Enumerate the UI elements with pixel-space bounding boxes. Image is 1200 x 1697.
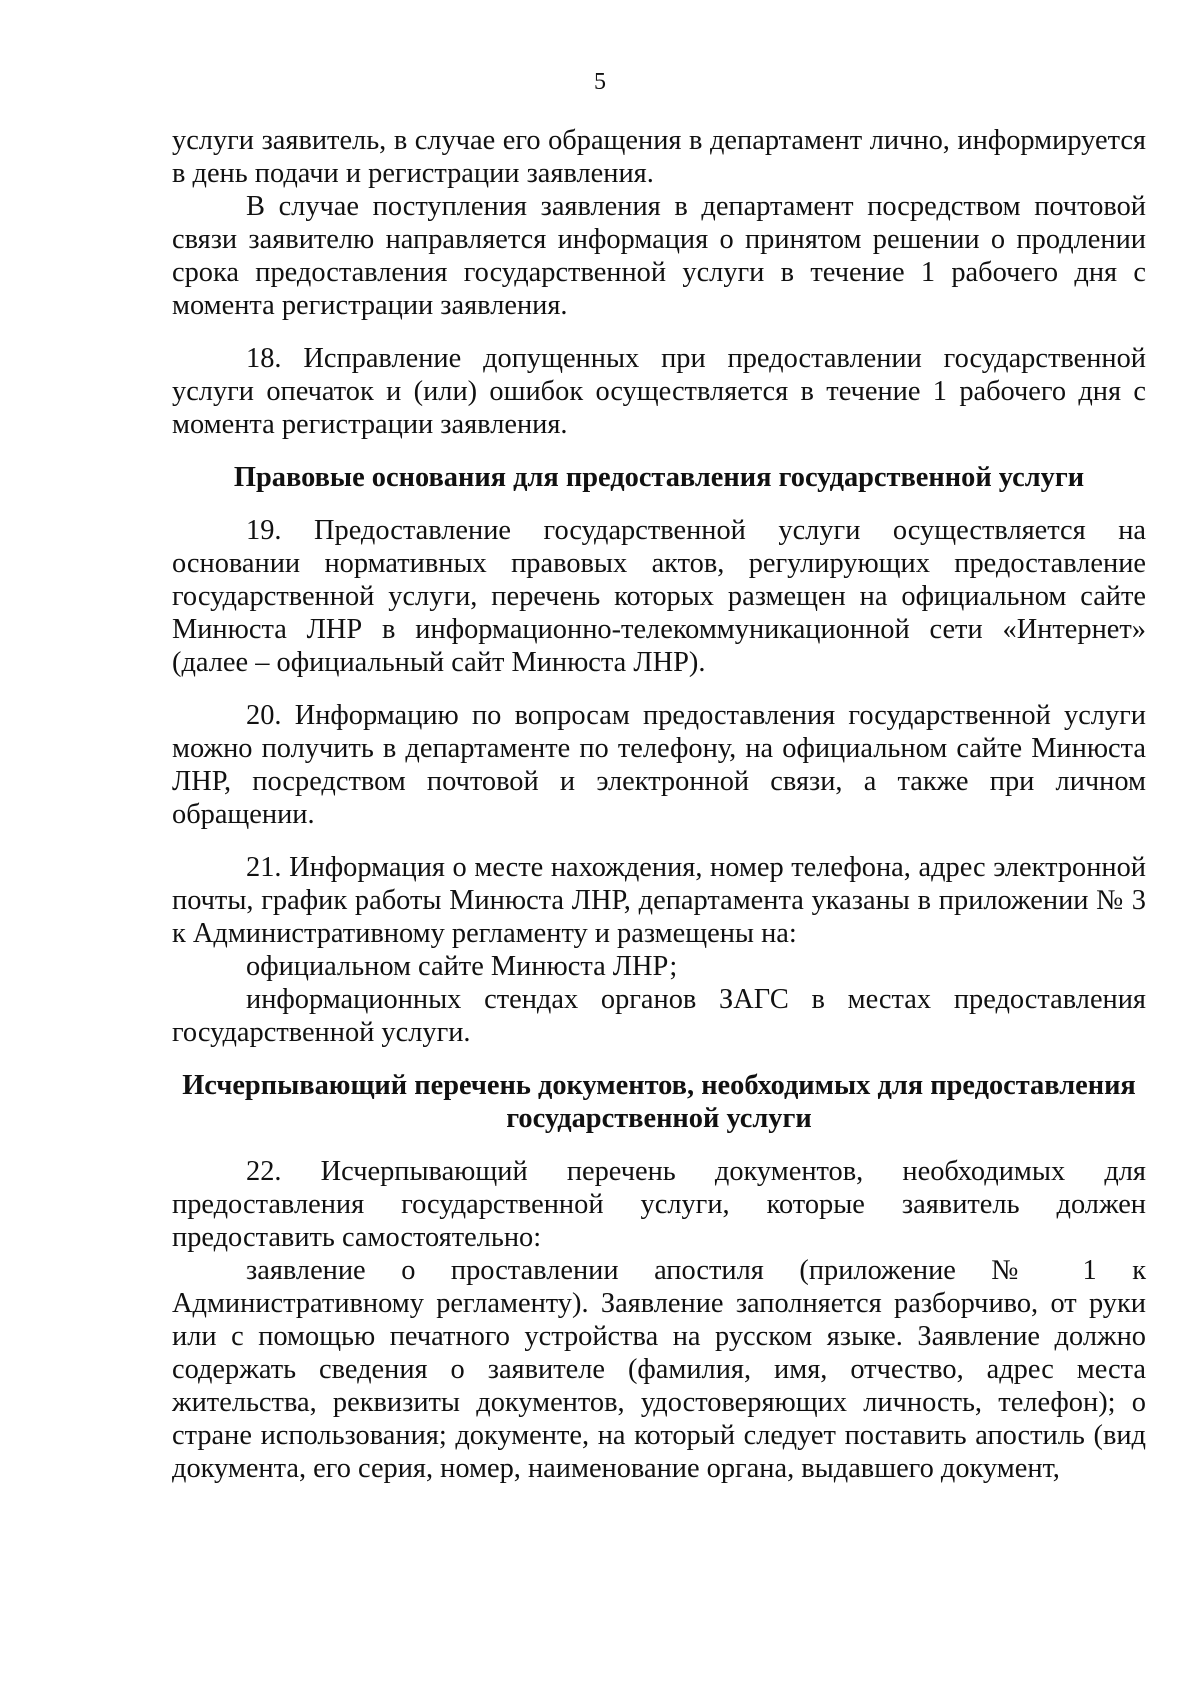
paragraph-21-item-stands: информационных стендах органов ЗАГС в местах предоставления государственной услуги. — [172, 984, 1146, 1048]
paragraph-18: 18. Исправление допущенных при предоставлении государственной услуги опечаток и (или) ошибок осуществляется в течение 1 рабочего дня с момента регистрации заявления. — [172, 343, 1146, 440]
spacer — [172, 441, 1146, 461]
paragraph-22-application: заявление о проставлении апостиля (приложение № 1 к Административному регламенту). Заявление заполняется разборчиво, от руки или с помощью печатного устройства на русском языке. Заявление должно содержать сведения о заявителе (фамилия, имя, отчество, адрес места жительства, реквизиты документов, удостоверяющих личность, телефон); о стране использования; документе, на который следует поставить апостиль (вид документа, его серия, номер, наименование органа, выдавшего документ, — [172, 1255, 1146, 1484]
paragraph-20: 20. Информацию по вопросам предоставления государственной услуги можно получить в департаменте по телефону, на официальном сайте Минюста ЛНР, посредством почтовой и электронной связи, а также при личном обращении. — [172, 700, 1146, 830]
paragraph-19: 19. Предоставление государственной услуги осуществляется на основании нормативных правовых актов, регулирующих предоставление государственной услуги, перечень которых размещен на официальном сайте Минюста ЛНР в информационно-телекоммуникационной сети «Интернет» (далее – официальный сайт Минюста ЛНР). — [172, 515, 1146, 678]
paragraph-22: 22. Исчерпывающий перечень документов, необходимых для предоставления государственной услуги, которые заявитель должен предоставить самостоятельно: — [172, 1156, 1146, 1253]
document-body — [172, 124, 1146, 1485]
spacer — [172, 1049, 1146, 1069]
paragraph-postal-notice: В случае поступления заявления в департамент посредством почтовой связи заявителю направляется информация о принятом решении о продлении срока предоставления государственной услуги в течение 1 рабочего дня с момента регистрации заявления. — [172, 191, 1146, 321]
section-heading-documents-line2: государственной услуги — [506, 1103, 812, 1134]
spacer — [172, 1135, 1146, 1155]
section-heading-documents-line1: Исчерпывающий перечень документов, необходимых для предоставления — [182, 1070, 1136, 1101]
spacer — [172, 831, 1146, 851]
spacer — [172, 679, 1146, 699]
paragraph-21-item-site: официальном сайте Минюста ЛНР; — [246, 951, 678, 982]
section-heading-legal-basis: Правовые основания для предоставления государственной услуги — [233, 462, 1085, 493]
spacer — [172, 322, 1146, 342]
page-number: 5 — [594, 69, 606, 95]
paragraph-continuation: услуги заявитель, в случае его обращения в департамент лично, информируется в день подачи и регистрации заявления. — [172, 125, 1146, 189]
spacer — [172, 494, 1146, 514]
paragraph-21: 21. Информация о месте нахождения, номер телефона, адрес электронной почты, график работы Минюста ЛНР, департамента указаны в приложении № 3 к Административному регламенту и размещены на: — [172, 852, 1146, 949]
